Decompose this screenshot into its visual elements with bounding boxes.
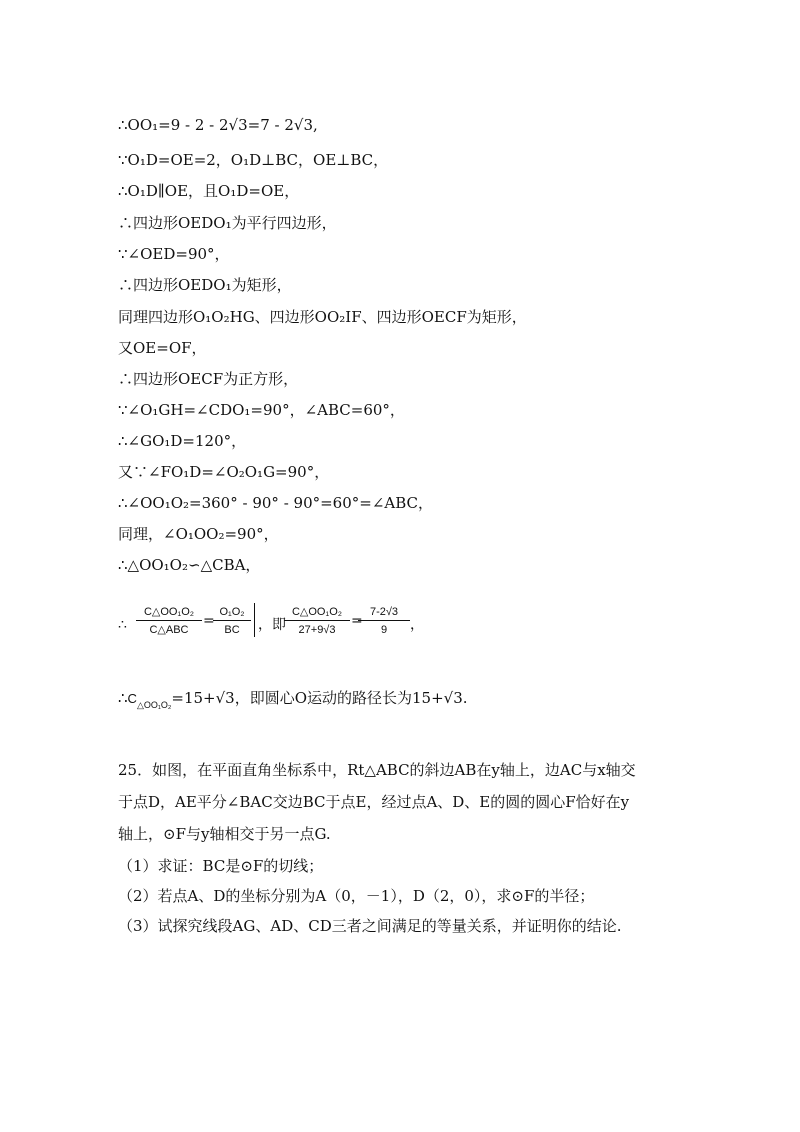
- problem-25-text: 于点D，AE平分∠BAC交边BC于点E，经过点A、D、E的圆的圆心F恰好在y: [118, 793, 630, 811]
- therefore-symbol: ∴: [118, 617, 127, 633]
- solution-line: ∴四边形OEDO₁为矩形，: [118, 276, 292, 294]
- solution-line: 同理，∠O₁OO₂=90°，: [118, 525, 279, 543]
- result-text: =15+√3，即圆心O运动的路径长为15+√3.: [171, 689, 468, 707]
- solution-line: 同理四边形O₁O₂HG、四边形OO₂IF、四边形OECF为矩形，: [118, 308, 527, 326]
- problem-25-text: 轴上，⊙F与y轴相交于另一点G.: [118, 825, 331, 843]
- side-ratio-fraction: [213, 605, 251, 637]
- fraction-numerator: C△OO₁O₂: [136, 605, 202, 621]
- problem-part-1: （1）求证：BC是⊙F的切线；: [118, 857, 324, 875]
- solution-line: ∵∠O₁GH=∠CDO₁=90°，∠ABC=60°，: [118, 401, 405, 419]
- perimeter-ratio-fraction: [136, 605, 202, 637]
- solution-line: ∵∠OED=90°，: [118, 245, 230, 263]
- fraction-denominator: 27+9√3: [298, 624, 336, 636]
- equals-sign: =: [351, 613, 363, 629]
- perimeter-subscript: △OO₁O₂: [136, 700, 172, 710]
- result-line: [118, 688, 468, 710]
- problem-part-3: （3）试探究线段AG、AD、CD三者之间满足的等量关系，并证明你的结论.: [118, 917, 622, 935]
- solution-line: ∴O₁D∥OE，且O₁D=OE，: [118, 182, 300, 200]
- solution-line: ∵O₁D=OE=2，O₁D⊥BC，OE⊥BC，: [118, 151, 389, 169]
- fraction-denominator: C△ABC: [149, 624, 189, 636]
- fraction-denominator: BC: [224, 624, 240, 636]
- fraction-numerator: C△OO₁O₂: [284, 605, 350, 621]
- fraction-numerator: O₁O₂: [213, 605, 251, 621]
- ji-text: ，即: [258, 617, 286, 633]
- solution-line: 又OE=OF，: [118, 339, 207, 357]
- solution-line: ∴∠OO₁O₂=360° - 90° - 90°=60°=∠ABC，: [118, 494, 434, 512]
- problem-part-2: （2）若点A、D的坐标分别为A（0，－1），D（2，0），求⊙F的半径；: [118, 887, 595, 905]
- value-fraction: [358, 605, 410, 637]
- equals-sign: =: [203, 613, 215, 629]
- solution-line: 又∵∠FO₁D=∠O₂O₁G=90°，: [118, 463, 330, 481]
- divider-bar: [254, 603, 255, 637]
- solution-line: ∴△OO₁O₂∽△CBA，: [118, 556, 261, 574]
- perimeter-symbol: C: [127, 691, 137, 706]
- solution-line: ∴四边形OECF为正方形，: [118, 370, 299, 388]
- therefore-symbol: ∴: [118, 689, 128, 707]
- fraction-numerator: 7-2√3: [358, 605, 410, 621]
- solution-line: ∴四边形OEDO₁为平行四边形，: [118, 214, 337, 232]
- fraction-denominator: 9: [380, 624, 388, 636]
- comma: ，: [410, 617, 424, 633]
- solution-line: ∴OO₁=9 - 2 - 2√3=7 - 2√3,: [118, 116, 318, 134]
- solution-line: ∴∠GO₁D=120°，: [118, 432, 247, 450]
- perimeter-value-fraction: [284, 605, 350, 637]
- problem-25-text: 25．如图，在平面直角坐标系中，Rt△ABC的斜边AB在y轴上，边AC与x轴交: [118, 761, 636, 779]
